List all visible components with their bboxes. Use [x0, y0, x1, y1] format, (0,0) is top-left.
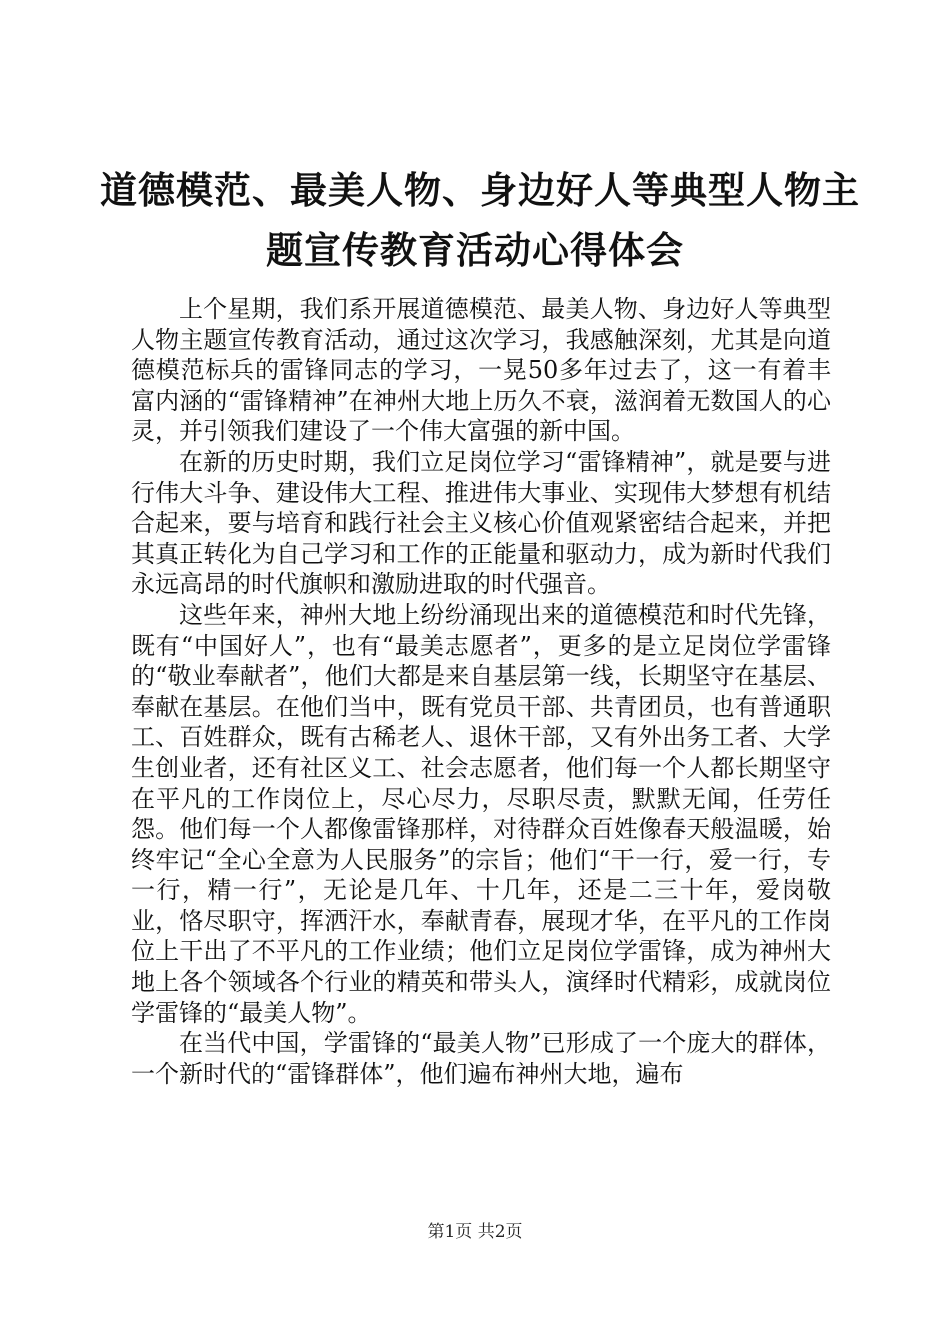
- document-title: [100, 160, 860, 280]
- paragraph-2: 在新的历史时期，我们立足岗位学习“雷锋精神”，就是要与进行伟大斗争、建设伟大工程、推进伟大事业、实现伟大梦想有机结合起来，要与培育和践行社会主义核心价值观紧密结合起来，并把其真正转化为自己学习和工作的正能量和驱动力，成为新时代我们永远高昂的时代旗帜和激励进取的时代强音。: [131, 447, 831, 599]
- page-number-footer: 第1页 共2页: [427, 1222, 523, 1242]
- paragraph-3: 这些年来，神州大地上纷纷涌现出来的道德模范和时代先锋，既有“中国好人”，也有“最美志愿者”，更多的是立足岗位学雷锋的“敬业奉献者”，他们大都是来自基层第一线，长期坚守在基层、奉献在基层。在他们当中，既有党员干部、共青团员，也有普通职工、百姓群众，既有古稀老人、退休干部，又有外出务工者、大学生创业者，还有社区义工、社会志愿者，他们每一个人都长期坚守在平凡的工作岗位上，尽心尽力，尽职尽责，默默无闻，任劳任怨。他们每一个人都像雷锋那样，对待群众百姓像春天般温暖，始终牢记“全心全意为人民服务”的宗旨；他们“干一行，爱一行，专一行，精一行”，无论是几年、十几年，还是二三十年，爱岗敬业，恪尽职守，挥洒汗水，奉献青春，展现才华，在平凡的工作岗位上干出了不平凡的工作业绩；他们立足岗位学雷锋，成为神州大地上各个领域各个行业的精英和带头人，演绎时代精彩，成就岗位学雷锋的“最美人物”。: [131, 600, 831, 1027]
- title-line-2: 题宣传教育活动心得体会: [266, 228, 684, 272]
- document-body: [131, 294, 831, 1089]
- title-line-1: 道德模范、最美人物、身边好人等典型人物主: [100, 168, 860, 212]
- paragraph-1: 上个星期，我们系开展道德模范、最美人物、身边好人等典型人物主题宣传教育活动，通过这次学习，我感触深刻，尤其是向道德模范标兵的雷锋同志的学习，一晃50多年过去了，这一有着丰富内涵的“雷锋精神”在神州大地上历久不衰，滋润着无数国人的心灵，并引领我们建设了一个伟大富强的新中国。: [131, 295, 831, 446]
- paragraph-4: 在当代中国，学雷锋的“最美人物”已形成了一个庞大的群体，一个新时代的“雷锋群体”，他们遍布神州大地，遍布: [131, 1029, 831, 1088]
